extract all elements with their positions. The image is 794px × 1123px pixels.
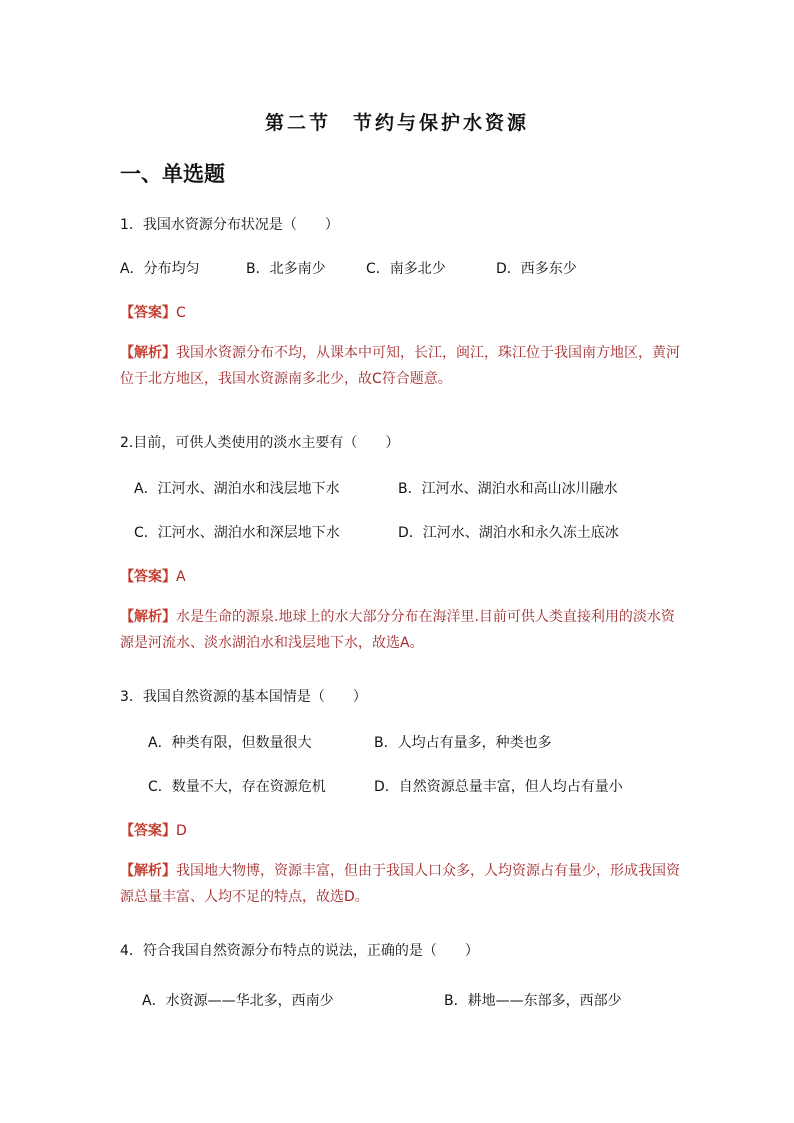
question-1-option-d: D．西多东少	[496, 261, 577, 277]
question-3-option-c: C．数量不大，存在资源危机	[148, 779, 326, 795]
question-2-explanation	[120, 604, 680, 656]
explanation-tag: 【解析】	[120, 345, 176, 361]
question-3-answer	[120, 820, 187, 840]
question-2-option-b: B．江河水、湖泊水和高山冰川融水	[398, 481, 618, 497]
question-4-option-a: A．水资源——华北多，西南少	[142, 993, 334, 1009]
question-3-stem: 3．我国自然资源的基本国情是（ ）	[120, 689, 367, 705]
explanation-tag: 【解析】	[120, 863, 176, 879]
section-heading: 一、单选题	[120, 161, 225, 186]
answer-tag: 【答案】	[120, 305, 176, 321]
question-1-answer	[120, 302, 186, 322]
question-1-stem: 1．我国水资源分布状况是（ ）	[120, 217, 339, 233]
explanation-tag: 【解析】	[120, 609, 176, 625]
question-3-option-b: B．人均占有量多，种类也多	[374, 735, 552, 751]
explanation-text: 水是生命的源泉.地球上的水大部分分布在海洋里.目前可供人类直接利用的淡水资源是河流水、淡水湖泊水和浅层地下水，故选A。	[120, 609, 675, 651]
question-3-option-d: D．自然资源总量丰富，但人均占有量小	[374, 779, 623, 795]
question-2-option-d: D．江河水、湖泊水和永久冻土底冰	[398, 525, 619, 541]
question-3-option-a: A．种类有限，但数量很大	[148, 735, 312, 751]
question-1-explanation	[120, 340, 680, 392]
answer-tag: 【答案】	[120, 823, 176, 839]
document-title: 第二节 节约与保护水资源	[264, 112, 529, 134]
question-4-option-b: B．耕地——东部多，西部少	[444, 993, 622, 1009]
question-3-explanation	[120, 858, 680, 910]
answer-value: C	[176, 305, 186, 321]
question-2-answer	[120, 566, 186, 586]
answer-value: A	[176, 569, 186, 585]
question-1-option-b: B．北多南少	[246, 261, 326, 277]
question-4-stem: 4．符合我国自然资源分布特点的说法，正确的是（ ）	[120, 943, 479, 959]
question-2-stem: 2.目前，可供人类使用的淡水主要有（ ）	[120, 435, 400, 451]
question-1-option-a: A．分布均匀	[120, 261, 200, 277]
answer-value: D	[176, 823, 187, 839]
explanation-text: 我国地大物博，资源丰富，但由于我国人口众多，人均资源占有量少，形成我国资源总量丰富、人均不足的特点，故选D。	[120, 863, 680, 905]
answer-tag: 【答案】	[120, 569, 176, 585]
question-1-option-c: C．南多北少	[366, 261, 446, 277]
question-2-option-c: C．江河水、湖泊水和深层地下水	[134, 525, 340, 541]
question-2-option-a: A．江河水、湖泊水和浅层地下水	[134, 481, 340, 497]
explanation-text: 我国水资源分布不均，从课本中可知，长江，闽江，珠江位于我国南方地区，黄河位于北方地区，我国水资源南多北少，故C符合题意。	[120, 345, 680, 387]
